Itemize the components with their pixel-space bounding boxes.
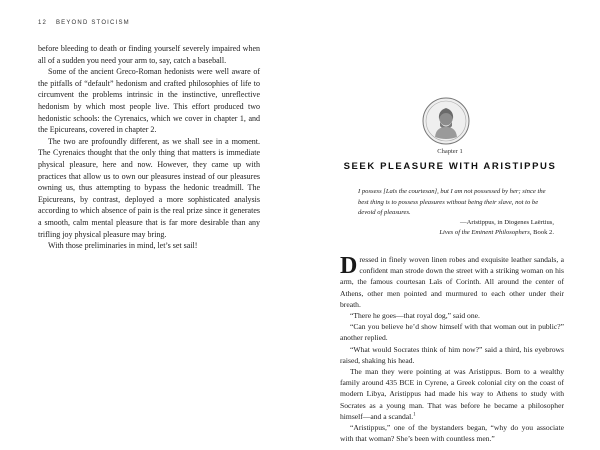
paragraph: “Aristippus,” one of the bystanders began, “why do you associate with that woman? She’s been with countless men.” <box>340 423 564 444</box>
aristippus-bust-medallion-icon <box>422 97 470 145</box>
right-page <box>300 0 600 450</box>
epigraph: I possess [Laïs the courtesan], but I am not possessed by her; since the best thing is to possess pleasures without being their slave, not to be devoid of pleasures. <box>358 188 546 217</box>
epigraph-attribution <box>358 218 554 238</box>
page-number: 12 <box>38 20 48 26</box>
attribution-location: , Book 2. <box>529 229 554 236</box>
paragraph: before bleeding to death or finding yourself severely impaired when all of a sudden you need your arm to, say, catch a baseball. <box>38 44 260 65</box>
chapter-title: SEEK PLEASURE WITH ARISTIPPUS <box>343 161 557 172</box>
paragraph: The two are profoundly different, as we shall see in a moment. The Cyrenaics thought that the only thing that matters is immediate physical pleasure, here and now. However, they came up with practices that allow us to own our pleasures instead of our pleasures owning us, thus attempting to bypass the hedonic treadmill. The Epicureans, by contrast, deployed a more sophisticated analysis according to which absence of pain is the real prize since it generates a smooth, calm mental pleasure that is far more desirable than any trifling joy physical pleasure may bring. <box>38 136 260 239</box>
paragraph: “Can you believe he’d show himself with that woman out in public?” another replied. <box>340 322 564 343</box>
paragraph: With those preliminaries in mind, let’s set sail! <box>48 241 198 251</box>
running-head <box>38 20 130 26</box>
paragraph <box>340 254 564 310</box>
attribution-author: —Aristippus, in Diogenes Laërtius, <box>460 219 554 226</box>
paragraph-text: The man they were pointing at was Aristippus. Born to a wealthy family around 435 BCE in Cyrene, a Greek colonial city on the coast of modern Libya, Aristippus had made his way to Athens to study with Socrates as a young man. That was before he became a philosopher himself—and a scandal. <box>340 367 564 421</box>
drop-cap: D <box>340 253 358 279</box>
paragraph <box>340 366 564 422</box>
chapter-label: Chapter 1 <box>437 148 463 155</box>
paragraph: “There he goes—that royal dog,” said one. <box>350 311 480 321</box>
footnote-marker: 1 <box>413 412 416 418</box>
paragraph: Some of the ancient Greco-Roman hedonists were well aware of the pitfalls of “default” hedonism and crafted philosophies of life to circumvent the problems intrinsic in the instinctive, unreflective hedonism by which most people live. This effort produced two hedonistic schools: the Cyrenaics, which we cover in chapter 1, and the Epicureans, covered in chapter 2. <box>38 67 260 135</box>
left-body-text <box>38 43 260 252</box>
chapter-body-text <box>340 254 564 444</box>
paragraph: “What would Socrates think of him now?” said a third, his eyebrows raised, shaking his head. <box>340 344 564 365</box>
paragraph-text: ressed in finely woven linen robes and exquisite leather sandals, a confident man strode down the street with a striking woman on his arm, the famous courtesan Laïs of Corinth. All around the center of Athens, other men pointed and murmured to each other under their breath. <box>340 255 564 309</box>
book-title: BEYOND STOICISM <box>55 20 130 26</box>
attribution-work: Lives of the Eminent Philosophers <box>439 229 530 236</box>
